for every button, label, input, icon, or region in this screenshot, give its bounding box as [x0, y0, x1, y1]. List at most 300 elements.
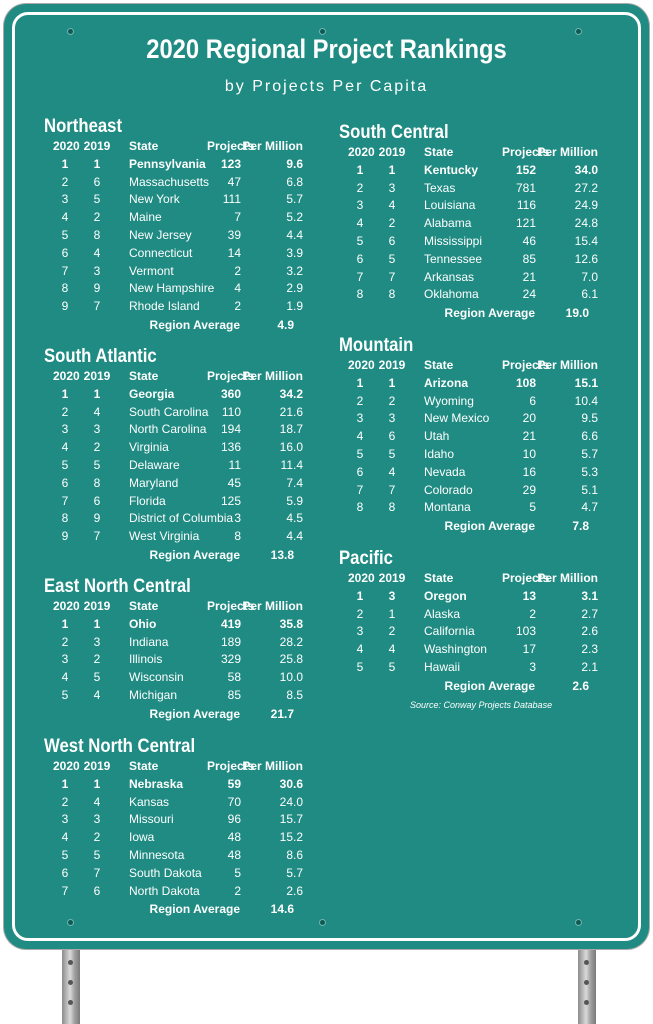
region-pacific — [339, 548, 598, 695]
project-count: 6 — [529, 393, 536, 408]
rank-2019: 2 — [93, 652, 101, 667]
per-million: 5.9 — [286, 493, 303, 508]
rank-2019: 8 — [388, 500, 396, 515]
rank-2019: 2 — [388, 393, 396, 408]
project-count: 11 — [228, 457, 241, 472]
column-header: 2020 — [53, 369, 80, 383]
per-million: 2.7 — [581, 606, 598, 621]
per-million: 4.7 — [581, 500, 598, 515]
state-name: Kentucky — [424, 162, 479, 177]
region-title: Northeast — [44, 116, 123, 137]
per-million: 34.2 — [279, 386, 303, 401]
state-name: Wyoming — [424, 393, 474, 408]
per-million: 30.6 — [279, 776, 303, 791]
rank-2019: 8 — [93, 227, 101, 242]
state-name: Colorado — [424, 482, 473, 497]
region-northeast — [44, 116, 303, 334]
column-header: Per Million — [537, 358, 598, 372]
project-count: 116 — [516, 198, 536, 213]
rank-2020: 8 — [61, 511, 69, 526]
per-million: 7.0 — [581, 269, 598, 284]
project-count: 329 — [220, 652, 241, 667]
rank-2020: 4 — [356, 642, 364, 657]
project-count: 123 — [220, 156, 241, 171]
state-name: Washington — [424, 642, 487, 657]
column-header: Projects — [502, 145, 550, 159]
region-average-row — [44, 546, 294, 564]
column-header: Projects — [207, 599, 255, 613]
column-header: 2019 — [83, 369, 111, 383]
rank-2019: 6 — [93, 493, 101, 508]
project-count: 152 — [515, 162, 536, 177]
rank-2019: 3 — [388, 411, 396, 426]
rank-2019: 5 — [93, 847, 101, 862]
project-count: 21 — [522, 269, 536, 284]
project-count: 3 — [234, 511, 241, 526]
per-million: 9.5 — [581, 411, 598, 426]
column-header: Projects — [207, 139, 255, 153]
rank-2020: 2 — [61, 634, 69, 649]
rank-2019: 5 — [388, 251, 396, 266]
state-name: Nebraska — [129, 776, 184, 791]
rank-2019: 3 — [93, 634, 101, 649]
per-million: 8.5 — [286, 687, 303, 702]
rank-2019: 5 — [93, 457, 101, 472]
rank-2019: 5 — [93, 670, 101, 685]
per-million: 11.4 — [280, 457, 303, 472]
project-count: 48 — [227, 847, 241, 862]
state-name: Arizona — [424, 375, 469, 390]
column-header: State — [129, 369, 159, 383]
state-name: Oregon — [424, 588, 467, 603]
column-header: State — [129, 599, 159, 613]
per-million: 34.0 — [574, 162, 598, 177]
column-header: Projects — [502, 358, 550, 372]
state-name: Vermont — [129, 263, 174, 278]
ranking-table — [348, 357, 598, 517]
state-name: New Mexico — [424, 411, 490, 426]
per-million: 2.3 — [581, 642, 598, 657]
region-average-value: 14.6 — [270, 902, 294, 917]
region-average-row — [44, 705, 294, 723]
rank-2020: 7 — [61, 883, 69, 898]
rank-2020: 5 — [61, 687, 69, 702]
per-million: 8.6 — [286, 847, 303, 862]
state-name: Minnesota — [129, 847, 185, 862]
state-name: Wisconsin — [129, 670, 184, 685]
project-count: 58 — [227, 670, 241, 685]
rank-2020: 3 — [356, 624, 364, 639]
column-header: Projects — [207, 369, 255, 383]
per-million: 2.6 — [581, 624, 598, 639]
per-million: 4.4 — [286, 227, 303, 242]
rank-2020: 4 — [61, 440, 69, 455]
state-name: Connecticut — [129, 245, 193, 260]
region-west-north-central — [44, 736, 303, 918]
rank-2019: 3 — [93, 812, 101, 827]
per-million: 15.2 — [279, 830, 303, 845]
rank-2020: 1 — [356, 162, 364, 177]
rank-2020: 4 — [61, 830, 69, 845]
state-name: North Carolina — [129, 422, 207, 437]
rank-2020: 9 — [61, 529, 69, 544]
rank-2020: 5 — [356, 446, 364, 461]
state-name: Mississippi — [424, 233, 483, 248]
rank-2020: 3 — [61, 652, 69, 667]
column-header: 2019 — [378, 358, 406, 372]
rank-2020: 5 — [61, 457, 69, 472]
rank-2019: 6 — [93, 883, 101, 898]
column-header: 2019 — [83, 599, 111, 613]
region-south-central — [339, 122, 598, 322]
region-title: Pacific — [339, 548, 393, 569]
region-title: South Central — [339, 122, 449, 143]
per-million: 5.7 — [286, 865, 303, 880]
per-million: 5.3 — [581, 464, 598, 479]
state-name: New Jersey — [129, 227, 192, 242]
per-million: 9.6 — [286, 156, 303, 171]
per-million: 21.6 — [279, 404, 303, 419]
column-header: 2020 — [53, 139, 80, 153]
rank-2020: 6 — [356, 464, 364, 479]
per-million: 5.2 — [286, 210, 303, 225]
state-name: Nevada — [424, 464, 466, 479]
state-name: Ohio — [129, 616, 157, 631]
rank-2020: 7 — [356, 482, 364, 497]
rank-2020: 9 — [61, 299, 69, 314]
region-mountain — [339, 335, 598, 535]
state-name: Maine — [129, 210, 162, 225]
project-count: 14 — [227, 245, 241, 260]
project-count: 110 — [221, 404, 241, 419]
per-million: 35.8 — [279, 616, 303, 631]
rank-2019: 3 — [388, 588, 396, 603]
region-average-label: Region Average — [444, 678, 535, 693]
rank-2019: 2 — [93, 440, 101, 455]
region-average-value: 13.8 — [270, 547, 294, 562]
rank-2020: 5 — [356, 659, 364, 674]
region-average-label: Region Average — [149, 547, 240, 562]
state-name: Massachusetts — [129, 174, 210, 189]
per-million: 24.8 — [574, 216, 598, 231]
rank-2019: 7 — [93, 865, 101, 880]
project-count: 360 — [220, 386, 241, 401]
per-million: 12.6 — [574, 251, 598, 266]
per-million: 4.4 — [286, 529, 303, 544]
project-count: 111 — [222, 192, 241, 207]
rank-2019: 3 — [93, 263, 101, 278]
rank-2020: 1 — [61, 616, 69, 631]
project-count: 2 — [234, 883, 241, 898]
rank-2020: 2 — [61, 794, 69, 809]
per-million: 15.4 — [574, 233, 598, 248]
rank-2019: 1 — [93, 776, 101, 791]
state-name: Hawaii — [424, 659, 461, 674]
project-count: 16 — [522, 464, 536, 479]
column-header: 2019 — [83, 139, 111, 153]
rank-2020: 3 — [61, 192, 69, 207]
per-million: 2.6 — [286, 883, 303, 898]
ranking-table — [348, 570, 598, 677]
column-header: Per Million — [242, 599, 303, 613]
state-name: Idaho — [424, 446, 455, 461]
rank-2019: 8 — [388, 287, 396, 302]
rank-2020: 3 — [61, 422, 69, 437]
project-count: 10 — [522, 446, 536, 461]
rank-2020: 4 — [356, 429, 364, 444]
rank-2019: 7 — [93, 299, 101, 314]
project-count: 103 — [515, 624, 536, 639]
state-name: Indiana — [129, 634, 169, 649]
rank-2020: 3 — [356, 198, 364, 213]
column-header: State — [129, 759, 159, 773]
rank-2019: 5 — [93, 192, 101, 207]
state-name: Virginia — [129, 440, 169, 455]
rank-2019: 4 — [93, 245, 101, 260]
project-count: 419 — [220, 616, 241, 631]
column-header: 2019 — [378, 145, 406, 159]
column-header: State — [424, 145, 454, 159]
rank-2020: 6 — [61, 865, 69, 880]
project-count: 2 — [529, 606, 536, 621]
rank-2020: 2 — [61, 404, 69, 419]
rank-2020: 6 — [61, 475, 69, 490]
per-million: 15.7 — [279, 812, 303, 827]
rank-2020: 3 — [356, 411, 364, 426]
project-count: 46 — [522, 233, 536, 248]
per-million: 7.4 — [286, 475, 303, 490]
region-average-label: Region Average — [444, 519, 535, 534]
state-name: District of Columbia — [129, 511, 234, 526]
rank-2019: 4 — [388, 198, 396, 213]
per-million: 25.8 — [279, 652, 303, 667]
column-header: State — [424, 571, 454, 585]
state-name: North Dakota — [129, 883, 200, 898]
per-million: 16.0 — [279, 440, 303, 455]
region-south-atlantic — [44, 346, 303, 564]
project-count: 8 — [234, 529, 241, 544]
ranking-table — [53, 138, 303, 316]
ranking-table — [53, 758, 303, 900]
per-million: 3.1 — [581, 588, 598, 603]
rank-2020: 6 — [356, 251, 364, 266]
state-name: Missouri — [129, 812, 174, 827]
state-name: Illinois — [129, 652, 163, 667]
state-name: Tennessee — [424, 251, 483, 266]
rank-2020: 4 — [61, 670, 69, 685]
rank-2020: 5 — [356, 233, 364, 248]
per-million: 5.7 — [286, 192, 303, 207]
rank-2020: 7 — [61, 263, 69, 278]
column-header: Per Million — [537, 571, 598, 585]
project-count: 5 — [529, 500, 536, 515]
region-average-value: 21.7 — [270, 706, 294, 721]
rank-2020: 4 — [61, 210, 69, 225]
per-million: 6.6 — [581, 429, 598, 444]
state-name: South Dakota — [129, 865, 202, 880]
project-count: 45 — [227, 475, 241, 490]
column-header: Per Million — [242, 139, 303, 153]
project-count: 136 — [220, 440, 241, 455]
state-name: Michigan — [129, 687, 178, 702]
project-count: 47 — [227, 174, 241, 189]
state-name: Delaware — [129, 457, 180, 472]
state-name: Maryland — [129, 475, 179, 490]
region-average-row — [339, 304, 589, 322]
region-title: East North Central — [44, 576, 191, 597]
per-million: 3.9 — [286, 245, 303, 260]
project-count: 59 — [227, 776, 241, 791]
rank-2019: 4 — [93, 687, 101, 702]
bolt-icon — [68, 920, 73, 925]
project-count: 781 — [515, 180, 536, 195]
state-name: Montana — [424, 500, 471, 515]
rank-2020: 8 — [356, 500, 364, 515]
region-average-label: Region Average — [444, 306, 535, 321]
project-count: 3 — [529, 659, 536, 674]
rank-2020: 5 — [61, 847, 69, 862]
region-average-value: 19.0 — [565, 306, 589, 321]
rank-2020: 2 — [356, 180, 364, 195]
rank-2019: 2 — [93, 830, 101, 845]
project-count: 96 — [227, 812, 241, 827]
rank-2019: 8 — [93, 475, 101, 490]
rank-2019: 3 — [93, 422, 101, 437]
rank-2020: 7 — [356, 269, 364, 284]
per-million: 28.2 — [279, 634, 303, 649]
state-name: Florida — [129, 493, 166, 508]
project-count: 194 — [220, 422, 241, 437]
per-million: 1.9 — [286, 299, 303, 314]
rank-2019: 7 — [388, 269, 396, 284]
column-header: Per Million — [242, 759, 303, 773]
column-header: 2020 — [348, 571, 375, 585]
source-note: Source: Conway Projects Database — [410, 700, 553, 710]
region-title: Mountain — [339, 335, 414, 356]
state-name: Iowa — [129, 830, 155, 845]
state-name: Texas — [424, 180, 456, 195]
sign-post-left — [62, 948, 80, 1024]
state-name: New Hampshire — [129, 281, 215, 296]
region-average-value: 7.8 — [572, 519, 589, 534]
column-header: 2019 — [83, 759, 111, 773]
region-average-value: 2.6 — [572, 678, 589, 693]
rank-2019: 1 — [93, 616, 101, 631]
project-count: 24 — [522, 287, 536, 302]
region-average-row — [339, 517, 589, 535]
region-average-label: Region Average — [149, 706, 240, 721]
state-name: Georgia — [129, 386, 175, 401]
project-count: 2 — [234, 263, 241, 278]
rank-2019: 6 — [388, 429, 396, 444]
region-title: South Atlantic — [44, 346, 157, 367]
state-name: Kansas — [129, 794, 170, 809]
project-count: 29 — [522, 482, 536, 497]
rank-2020: 1 — [61, 156, 69, 171]
state-name: Utah — [424, 429, 450, 444]
page-subtitle: by Projects Per Capita — [224, 78, 429, 95]
rank-2019: 6 — [388, 233, 396, 248]
column-header: 2020 — [53, 599, 80, 613]
per-million: 6.8 — [286, 174, 303, 189]
rank-2019: 7 — [388, 482, 396, 497]
rank-2020: 2 — [356, 606, 364, 621]
rank-2020: 7 — [61, 493, 69, 508]
region-east-north-central — [44, 576, 303, 723]
region-average-row — [44, 900, 294, 918]
per-million: 27.2 — [574, 180, 598, 195]
rank-2020: 6 — [61, 245, 69, 260]
per-million: 18.7 — [279, 422, 303, 437]
project-count: 21 — [522, 429, 536, 444]
rank-2019: 5 — [388, 446, 396, 461]
per-million: 6.1 — [581, 287, 598, 302]
column-header: Projects — [502, 571, 550, 585]
rank-2020: 2 — [61, 174, 69, 189]
state-name: Oklahoma — [424, 287, 479, 302]
per-million: 4.5 — [286, 511, 303, 526]
rank-2019: 2 — [93, 210, 101, 225]
rank-2019: 1 — [93, 386, 101, 401]
column-header: 2020 — [348, 358, 375, 372]
rank-2019: 4 — [388, 642, 396, 657]
project-count: 39 — [227, 227, 241, 242]
project-count: 125 — [220, 493, 241, 508]
per-million: 24.0 — [279, 794, 303, 809]
page-title: 2020 Regional Project Rankings — [146, 34, 507, 64]
ranking-table — [53, 598, 303, 705]
project-count: 48 — [227, 830, 241, 845]
rank-2020: 2 — [356, 393, 364, 408]
rank-2020: 3 — [61, 812, 69, 827]
per-million: 5.7 — [581, 446, 598, 461]
ranking-table — [348, 144, 598, 304]
rank-2019: 4 — [93, 404, 101, 419]
per-million: 2.1 — [581, 659, 598, 674]
per-million: 10.4 — [574, 393, 598, 408]
column-header: State — [129, 139, 159, 153]
column-header: Per Million — [537, 145, 598, 159]
rank-2019: 1 — [388, 162, 396, 177]
state-name: Rhode Island — [129, 299, 200, 314]
project-count: 7 — [234, 210, 241, 225]
rank-2019: 5 — [388, 659, 396, 674]
per-million: 15.1 — [574, 375, 598, 390]
region-title: West North Central — [44, 736, 196, 757]
per-million: 3.2 — [286, 263, 303, 278]
project-count: 189 — [220, 634, 241, 649]
rank-2019: 4 — [93, 794, 101, 809]
sign-post-right — [578, 948, 596, 1024]
rank-2020: 1 — [61, 386, 69, 401]
state-name: Louisiana — [424, 198, 476, 213]
project-count: 108 — [515, 375, 536, 390]
rank-2019: 6 — [93, 174, 101, 189]
rank-2019: 3 — [388, 180, 396, 195]
rank-2019: 2 — [388, 216, 396, 231]
bolt-icon — [576, 920, 581, 925]
column-header: Projects — [207, 759, 255, 773]
per-million: 24.9 — [574, 198, 598, 213]
project-count: 4 — [234, 281, 241, 296]
project-count: 121 — [515, 216, 536, 231]
column-header: 2020 — [348, 145, 375, 159]
rank-2019: 2 — [388, 624, 396, 639]
rank-2019: 1 — [93, 156, 101, 171]
per-million: 10.0 — [279, 670, 303, 685]
rank-2019: 4 — [388, 464, 396, 479]
column-header: Per Million — [242, 369, 303, 383]
